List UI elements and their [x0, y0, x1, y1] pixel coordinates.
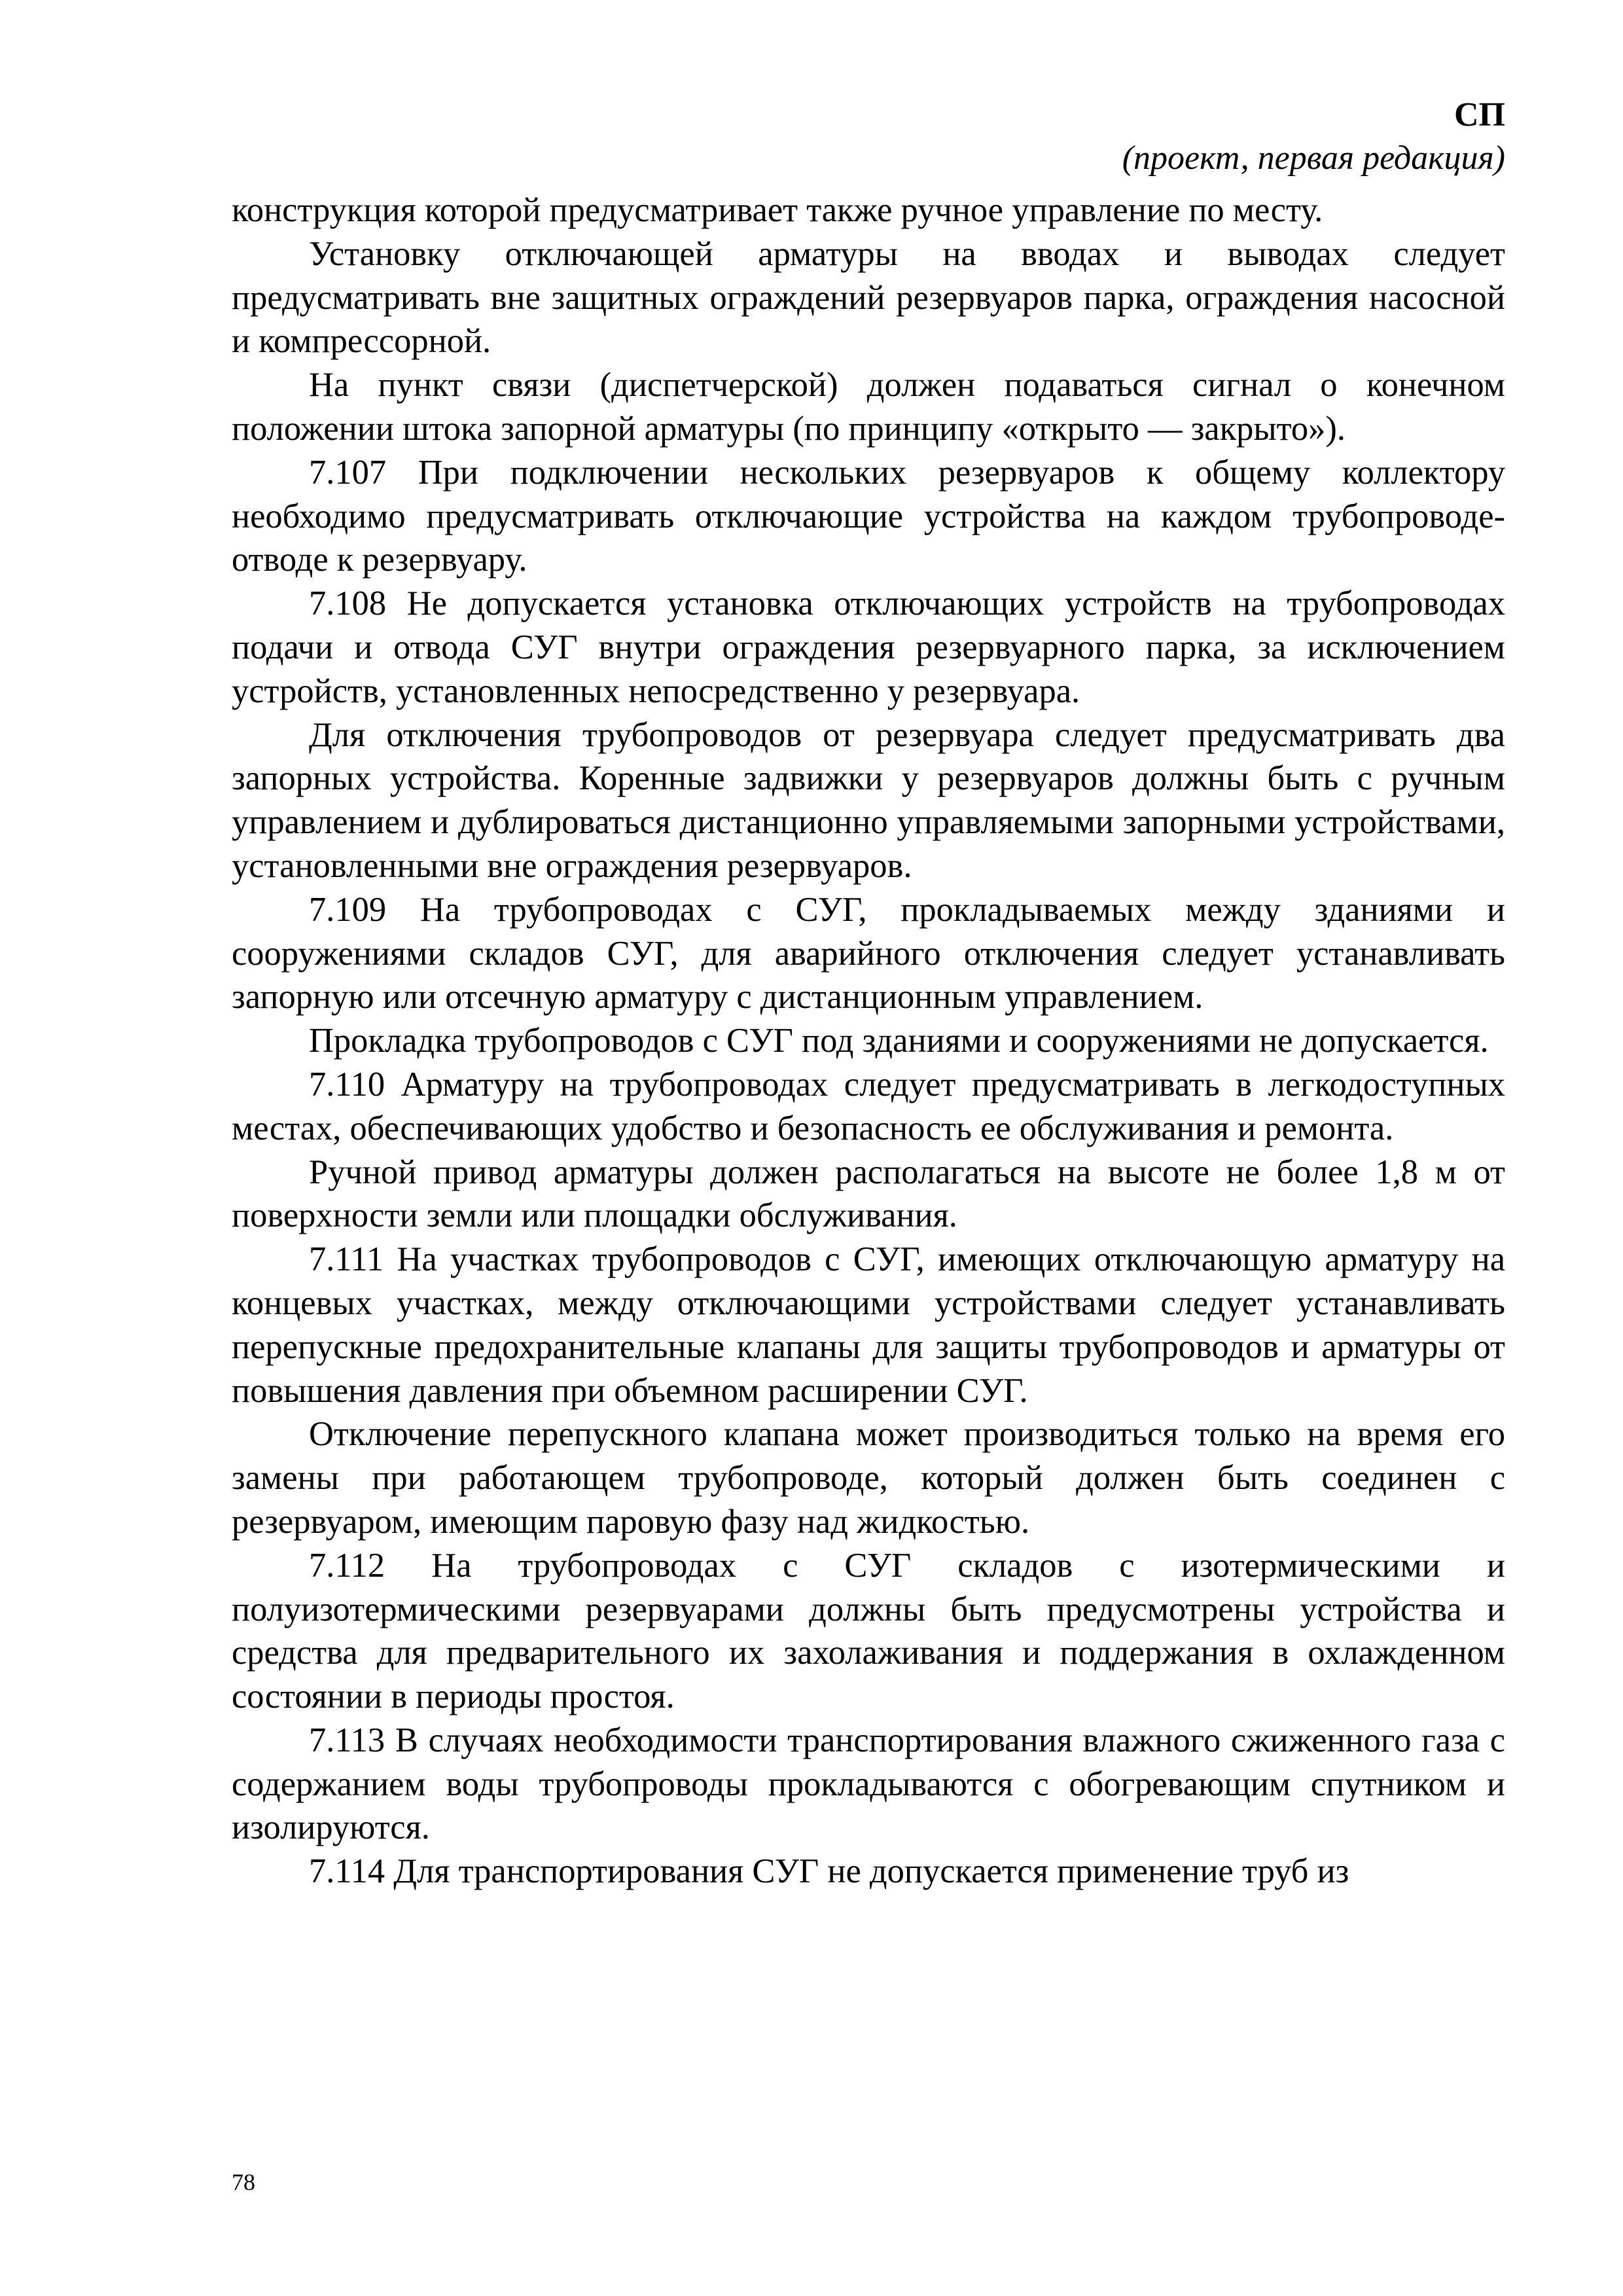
document-body [232, 188, 1505, 1893]
paragraph-continuation: конструкция которой предусматривает также ручное управление по месту. [232, 191, 1323, 229]
clause-7-111: 7.111 На участках трубопроводов с СУГ, имеющих отключающую арматуру на концевых участках, между отключающими устройствами следует устанавливать перепускные предохранительные клапаны для защиты трубопроводов и арматуры от повышения давления при объемном расширении СУГ. [232, 1240, 1505, 1410]
clause-7-107: 7.107 При подключении нескольких резервуаров к общему коллектору необходимо предусматривать отключающие устройства на каждом трубопроводе-отводе к резервуару. [232, 453, 1505, 579]
clause-7-108: 7.108 Не допускается установка отключающих устройств на трубопроводах подачи и отвода СУГ внутри ограждения резервуарного парка, за исключением устройств, установленных непосредственно у резервуара. [232, 584, 1505, 710]
clause-7-114: 7.114 Для транспортирования СУГ не допускается применение труб из [309, 1852, 1349, 1891]
paragraph-manual-drive-height: Ручной привод арматуры должен располагаться на высоте не более 1,8 м от поверхности земли или площадки обслуживания. [232, 1153, 1505, 1235]
clause-7-113: 7.113 В случаях необходимости транспортирования влажного сжиженного газа с содержанием воды трубопроводы прокладываются с обогревающим спутником и изолируются. [232, 1721, 1505, 1847]
clause-7-112: 7.112 На трубопроводах с СУГ складов с изотермическими и полуизотермическими резервуарами должны быть предусмотрены устройства и средства для предварительного их захолаживания и поддержания в охлажденном состоянии в периоды простоя. [232, 1546, 1505, 1716]
page-number: 78 [232, 2169, 255, 2195]
document-edition-note: (проект, первая редакция) [1122, 139, 1505, 177]
clause-7-109: 7.109 На трубопроводах с СУГ, прокладываемых между зданиями и сооружениями складов СУГ, для аварийного отключения следует устанавливать запорную или отсечную арматуру с дистанционным управлением. [232, 890, 1505, 1016]
paragraph-routing-under-buildings: Прокладка трубопроводов с СУГ под зданиями и сооружениями не допускается. [309, 1022, 1489, 1060]
paragraph-shutoff-valves: Установку отключающей арматуры на вводах и выводах следует предусматривать вне защитных ограждений резервуаров парка, ограждения насосной и компрессорной. [232, 234, 1505, 361]
document-code: СП [1454, 96, 1505, 134]
paragraph-dispatch-signal: На пункт связи (диспетчерской) должен подаваться сигнал о конечном положении штока запорной арматуры (по принципу «открыто — закрыто»). [232, 366, 1505, 448]
paragraph-bypass-valve: Отключение перепускного клапана может производиться только на время его замены при работающем трубопроводе, который должен быть соединен с резервуаром, имеющим паровую фазу над жидкостью. [232, 1415, 1505, 1541]
clause-7-110: 7.110 Арматуру на трубопроводах следует предусматривать в легкодоступных местах, обеспечивающих удобство и безопасность ее обслуживания и ремонта. [232, 1065, 1505, 1147]
paragraph-two-shutoff-devices: Для отключения трубопроводов от резервуара следует предусматривать два запорных устройства. Коренные задвижки у резервуаров должны быть с ручным управлением и дублироваться дистанционно управляемыми запорными устройствами, установленными вне ограждения резервуаров. [232, 715, 1505, 885]
